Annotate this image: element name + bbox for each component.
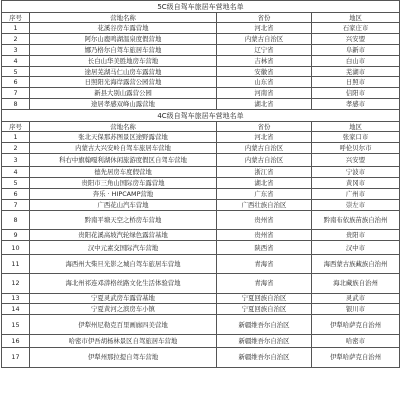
- cell-region: 兴安盟: [312, 153, 400, 167]
- header-index: 序号: [2, 122, 30, 132]
- cell-region: 贵阳市: [312, 230, 400, 241]
- cell-province: 宁夏回族自治区: [217, 293, 312, 304]
- table-row: [2, 66, 400, 77]
- header-region: 地区: [312, 13, 400, 23]
- cell-index: 6: [2, 189, 30, 200]
- cell-province: 贵州省: [217, 210, 312, 229]
- cell-region: 海西蒙古族藏族自治州: [312, 254, 400, 273]
- cell-campsite-name: 花溪谷房车露营地: [30, 23, 217, 34]
- cell-campsite-name: 广西花山汽车营地: [30, 200, 217, 211]
- header-campsite-name: 营地名称: [30, 122, 217, 132]
- header-index: 序号: [2, 13, 30, 23]
- cell-province: 新疆维吾尔自治区: [217, 315, 312, 334]
- cell-index: 17: [2, 348, 30, 367]
- table-title: 4C级自驾车旅居车营地名单: [2, 110, 400, 122]
- table5c-header-row: [2, 13, 400, 23]
- cell-region: 崇左市: [312, 200, 400, 211]
- cell-campsite-name: 途居孝感双峰山露营地: [30, 99, 217, 110]
- cell-index: 8: [2, 99, 30, 110]
- cell-province: 宁夏回族自治区: [217, 304, 312, 315]
- cell-campsite-name: 贵阳市三角山国际房车露营地: [30, 178, 217, 189]
- cell-index: 14: [2, 304, 30, 315]
- cell-region: 哈密市: [312, 334, 400, 348]
- cell-index: 2: [2, 143, 30, 154]
- table-title: 5C级自驾车旅居车营地名单: [2, 1, 400, 13]
- cell-region: 白山市: [312, 55, 400, 66]
- header-province: 省份: [217, 13, 312, 23]
- cell-region: 宁波市: [312, 167, 400, 178]
- cell-province: 广东省: [217, 189, 312, 200]
- cell-province: 青海省: [217, 254, 312, 273]
- table-row: [2, 304, 400, 315]
- cell-index: 6: [2, 77, 30, 88]
- cell-province: 陕西省: [217, 241, 312, 255]
- cell-campsite-name: 德先居房车度假营地: [30, 167, 217, 178]
- cell-campsite-name: 伊犁州尼勒克百里画廊四美营地: [30, 315, 217, 334]
- header-province: 省份: [217, 122, 312, 132]
- cell-province: 内蒙古自治区: [217, 153, 312, 167]
- cell-campsite-name: 宁夏黄河之滨房车小镇: [30, 304, 217, 315]
- table-row: [2, 178, 400, 189]
- campsite-list-table: [1, 0, 400, 368]
- table-row: [2, 210, 400, 229]
- table-row: [2, 254, 400, 273]
- table-row: [2, 230, 400, 241]
- cell-province: 湖北省: [217, 178, 312, 189]
- cell-index: 10: [2, 241, 30, 255]
- cell-index: 16: [2, 334, 30, 348]
- cell-region: 伊犁哈萨克自治州: [312, 315, 400, 334]
- cell-index: 7: [2, 200, 30, 211]
- table-row: [2, 143, 400, 154]
- cell-index: 7: [2, 88, 30, 99]
- cell-index: 5: [2, 178, 30, 189]
- cell-campsite-name: 哈密市伊吾胡杨林景区自驾旅居车营地: [30, 334, 217, 348]
- table-row: [2, 167, 400, 178]
- cell-campsite-name: 奔乐 · HIPCAMP营地: [30, 189, 217, 200]
- cell-index: 8: [2, 210, 30, 229]
- cell-campsite-name: 贵阳花溪高坡汽轮绿色露营基地: [30, 230, 217, 241]
- cell-province: 河北省: [217, 23, 312, 34]
- cell-region: 银川市: [312, 304, 400, 315]
- cell-region: 黄冈市: [312, 178, 400, 189]
- cell-campsite-name: 科右中旗翰嘎利湖休闲旅游度假区自驾车营地: [30, 153, 217, 167]
- cell-province: 湖北省: [217, 99, 312, 110]
- cell-index: 4: [2, 167, 30, 178]
- cell-province: 河北省: [217, 132, 312, 143]
- cell-campsite-name: 新县大别山露营公园: [30, 88, 217, 99]
- cell-region: 伊犁哈萨克自治州: [312, 348, 400, 367]
- cell-campsite-name: 汉中元素交国际汽车营地: [30, 241, 217, 255]
- table-row: [2, 33, 400, 44]
- cell-index: 9: [2, 230, 30, 241]
- header-region: 地区: [312, 122, 400, 132]
- cell-region: 呼伦贝尔市: [312, 143, 400, 154]
- table-row: [2, 99, 400, 110]
- cell-region: 芜湖市: [312, 66, 400, 77]
- cell-campsite-name: 宁夏灵武房车露营基地: [30, 293, 217, 304]
- cell-campsite-name: 日照阳光海岸露营公园营地: [30, 77, 217, 88]
- cell-region: 汉中市: [312, 241, 400, 255]
- cell-index: 4: [2, 55, 30, 66]
- table-row: [2, 77, 400, 88]
- cell-province: 辽宁省: [217, 44, 312, 55]
- table-row: [2, 293, 400, 304]
- cell-index: 3: [2, 44, 30, 55]
- table-row: [2, 23, 400, 34]
- cell-campsite-name: 长白山华美胜地房车营地: [30, 55, 217, 66]
- cell-campsite-name: 内蒙古大兴安岭自驾车旅居车营地: [30, 143, 217, 154]
- cell-province: 安徽省: [217, 66, 312, 77]
- cell-index: 12: [2, 274, 30, 293]
- cell-province: 内蒙古自治区: [217, 33, 312, 44]
- table-row: [2, 274, 400, 293]
- document-page: [1, 0, 399, 368]
- cell-province: 新疆维吾尔自治区: [217, 334, 312, 348]
- cell-province: 河南省: [217, 88, 312, 99]
- cell-province: 吉林省: [217, 55, 312, 66]
- cell-region: 广州市: [312, 189, 400, 200]
- cell-campsite-name: 海西州大柴旦光影之城自驾车旅居车营地: [30, 254, 217, 273]
- table4c-title-row: [2, 110, 400, 122]
- cell-region: 阜新市: [312, 44, 400, 55]
- cell-region: 日照市: [312, 77, 400, 88]
- cell-region: 灵武市: [312, 293, 400, 304]
- cell-campsite-name: 伊犁州那拉提自驾车营地: [30, 348, 217, 367]
- cell-index: 11: [2, 254, 30, 273]
- table-row: [2, 44, 400, 55]
- cell-campsite-name: 黔南平塘天空之桥房车营地: [30, 210, 217, 229]
- table-row: [2, 334, 400, 348]
- cell-index: 1: [2, 23, 30, 34]
- table-row: [2, 315, 400, 334]
- cell-index: 1: [2, 132, 30, 143]
- table-row: [2, 55, 400, 66]
- table-row: [2, 153, 400, 167]
- cell-campsite-name: 海北州祁连邓漭格丝路文化生活体验营地: [30, 274, 217, 293]
- cell-region: 石家庄市: [312, 23, 400, 34]
- cell-index: 3: [2, 153, 30, 167]
- table-row: [2, 132, 400, 143]
- cell-province: 贵州省: [217, 230, 312, 241]
- table-row: [2, 348, 400, 367]
- table4c-header-row: [2, 122, 400, 132]
- cell-index: 5: [2, 66, 30, 77]
- cell-province: 新疆维吾尔自治区: [217, 348, 312, 367]
- cell-index: 15: [2, 315, 30, 334]
- cell-province: 青海省: [217, 274, 312, 293]
- table-row: [2, 88, 400, 99]
- cell-region: 张家口市: [312, 132, 400, 143]
- table5c-title-row: [2, 1, 400, 13]
- cell-region: 海北藏族自治州: [312, 274, 400, 293]
- cell-campsite-name: 娜乃格尔自驾车旅居车营地: [30, 44, 217, 55]
- cell-index: 2: [2, 33, 30, 44]
- cell-campsite-name: 阿尔山鹿鸣湖温泉度假营地: [30, 33, 217, 44]
- cell-province: 浙江省: [217, 167, 312, 178]
- header-campsite-name: 营地名称: [30, 13, 217, 23]
- table-row: [2, 200, 400, 211]
- cell-region: 黔南布依族苗族自治州: [312, 210, 400, 229]
- cell-province: 山东省: [217, 77, 312, 88]
- cell-region: 孝感市: [312, 99, 400, 110]
- cell-province: 广西壮族自治区: [217, 200, 312, 211]
- cell-region: 信阳市: [312, 88, 400, 99]
- table-row: [2, 189, 400, 200]
- cell-index: 13: [2, 293, 30, 304]
- table-row: [2, 241, 400, 255]
- cell-province: 内蒙古自治区: [217, 143, 312, 154]
- cell-campsite-name: 途居芜湖马仁山房车露营地: [30, 66, 217, 77]
- cell-region: 兴安盟: [312, 33, 400, 44]
- cell-campsite-name: 张北天保那苏图景区途野露营地: [30, 132, 217, 143]
